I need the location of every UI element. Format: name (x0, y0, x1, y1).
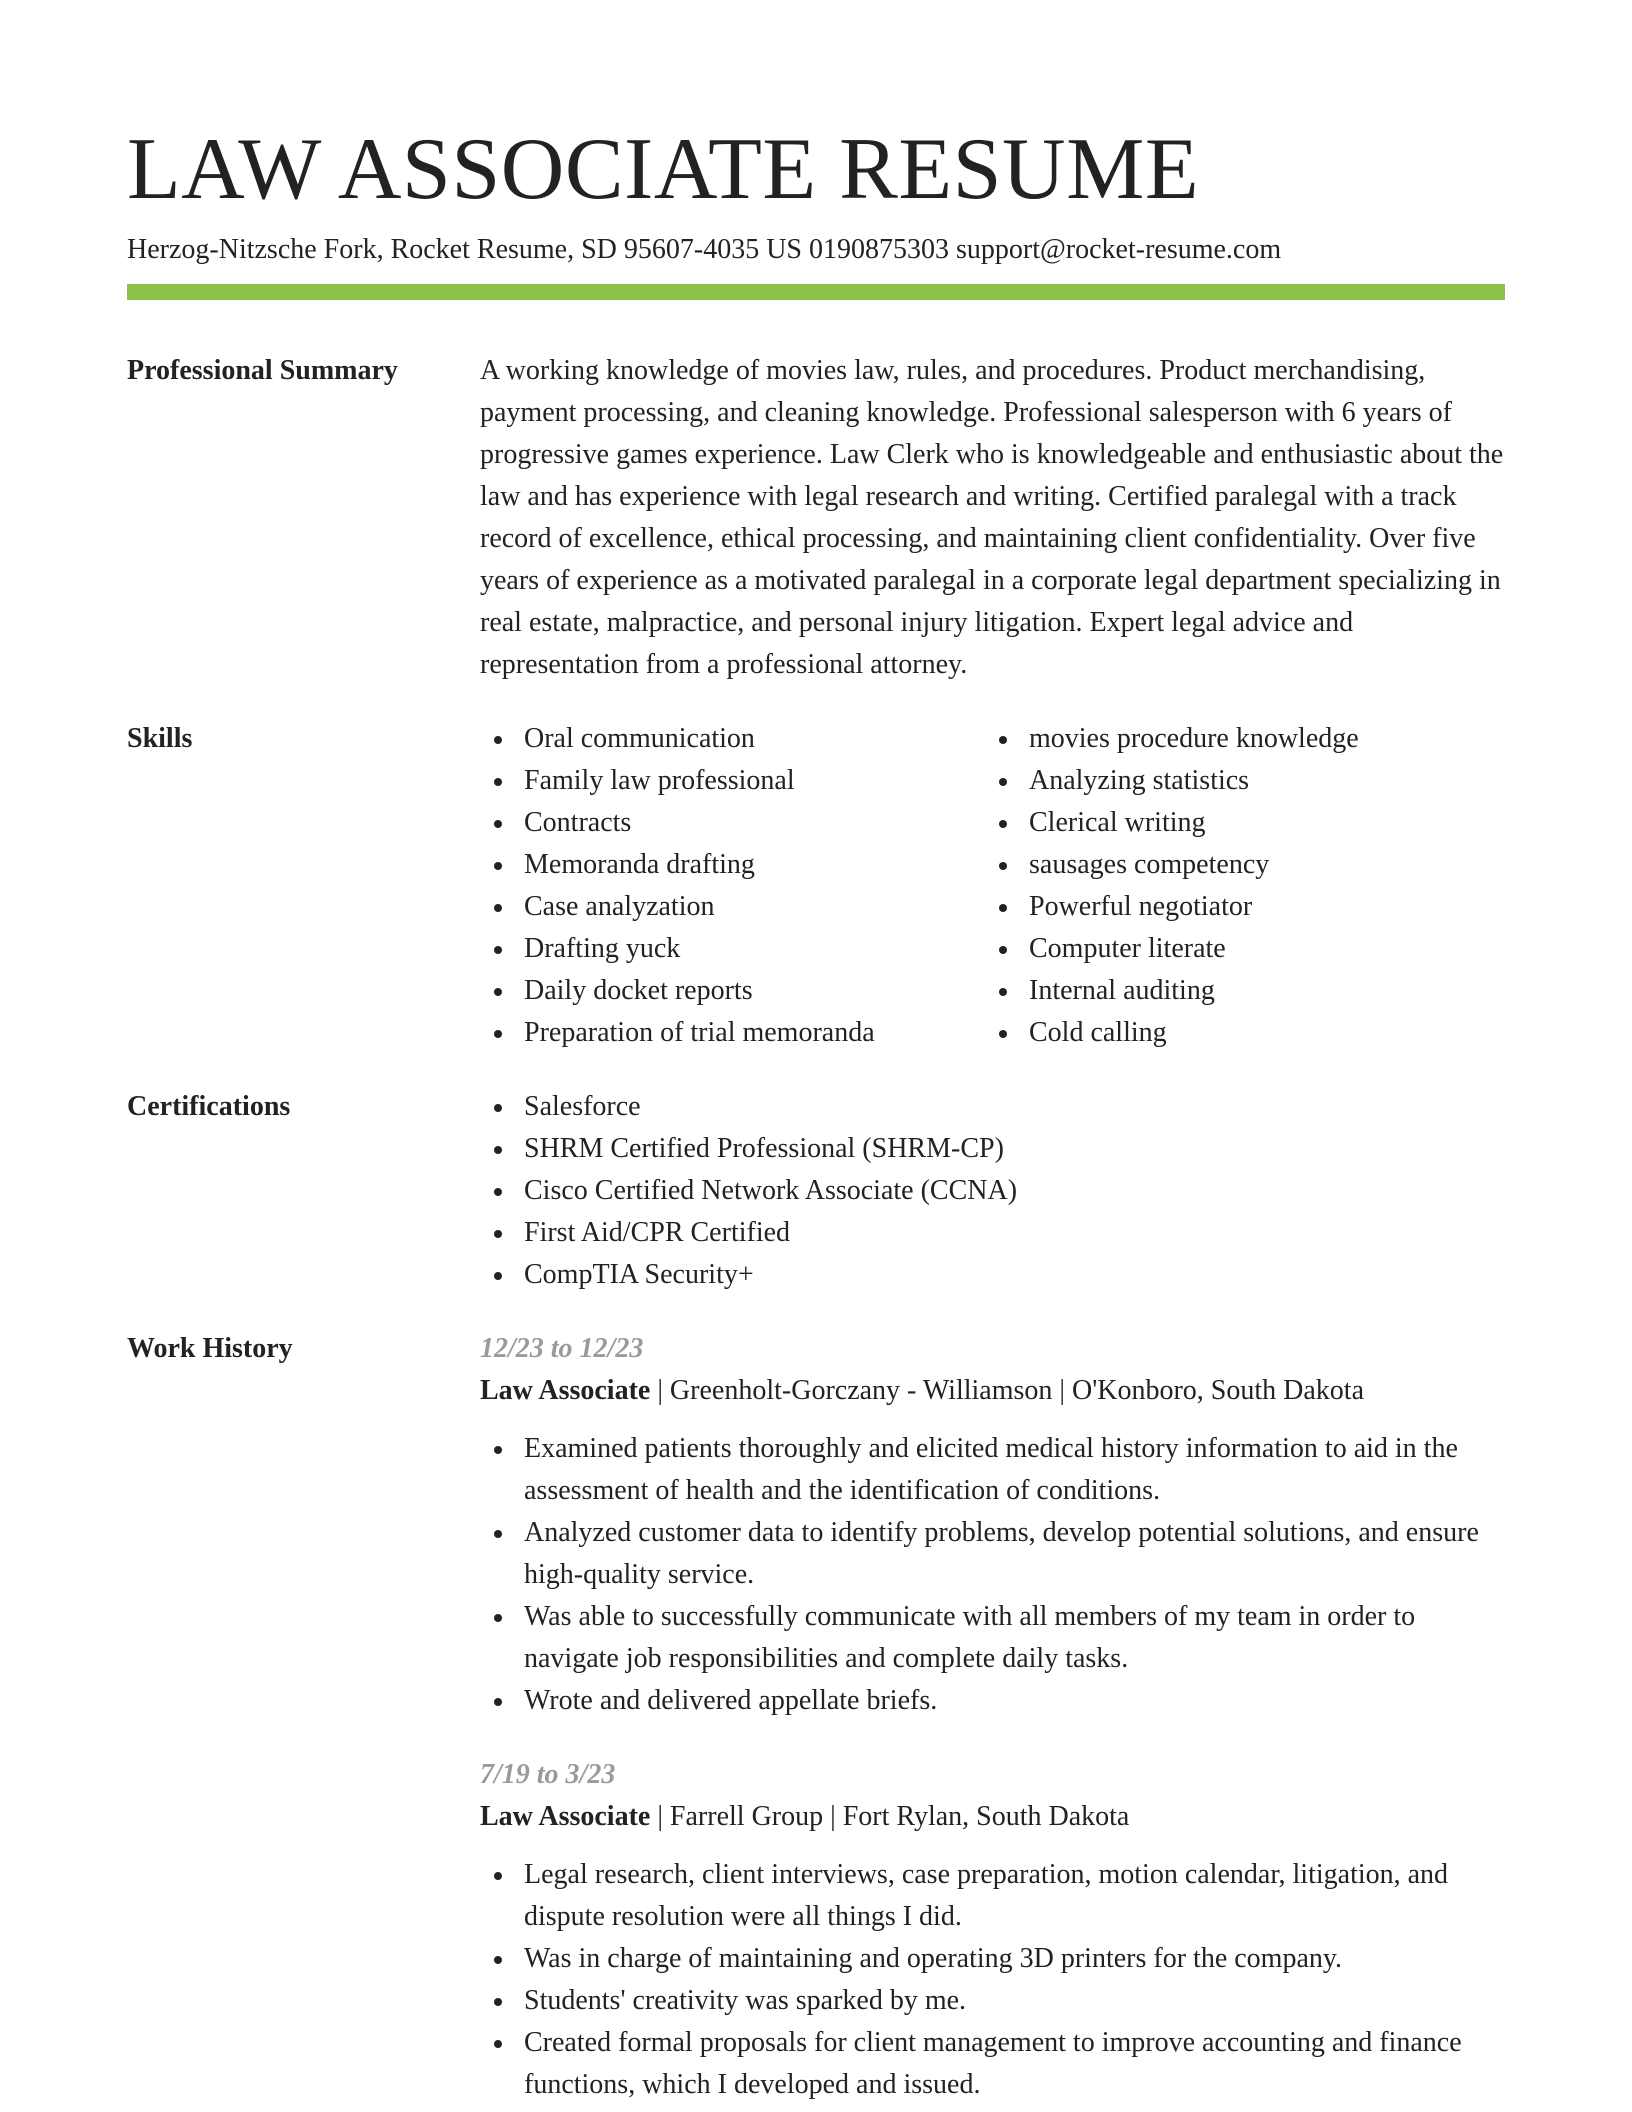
work-history-heading: Work History (127, 1333, 293, 1364)
certifications-heading: Certifications (127, 1091, 291, 1122)
job-bullet: Legal research, client interviews, case preparation, motion calendar, litigation, and dispute resolution were all things I did. (480, 1854, 1505, 1938)
summary-heading: Professional Summary (127, 355, 398, 386)
job-bullet: Examined patients thoroughly and elicited medical history information to aid in the assessment of health and the identification of conditions. (480, 1428, 1505, 1512)
job-dates: 12/23 to 12/23 (480, 1333, 644, 1364)
skill-item: sausages competency (985, 844, 1505, 886)
certification-item: CompTIA Security+ (480, 1254, 1505, 1296)
skill-item: Clerical writing (985, 802, 1505, 844)
certification-item: Salesforce (480, 1086, 1505, 1128)
certifications-list (480, 1086, 1505, 1296)
certification-item: Cisco Certified Network Associate (CCNA) (480, 1170, 1505, 1212)
job-heading (480, 1370, 1505, 1412)
skill-item: Analyzing statistics (985, 760, 1505, 802)
job-bullet: Was able to successfully communicate with all members of my team in order to navigate job responsibilities and complete daily tasks. (480, 1596, 1505, 1680)
job-bullets (480, 1854, 1505, 2106)
contact-line: Herzog-Nitzsche Fork, Rocket Resume, SD 95607-4035 US 0190875303 support@rocket-resume.com (127, 234, 1282, 265)
skill-item: Internal auditing (985, 970, 1505, 1012)
skill-item: Oral communication (480, 718, 985, 760)
skill-item: Memoranda drafting (480, 844, 985, 886)
job-dates: 7/19 to 3/23 (480, 1759, 616, 1790)
certification-item: SHRM Certified Professional (SHRM-CP) (480, 1128, 1505, 1170)
summary-text: A working knowledge of movies law, rules, and procedures. Product merchandising, payment processing, and cleaning knowledge. Professional salesperson with 6 years of progressive games experience. Law Clerk who is knowledgeable and enthusiastic about the law and has experience with legal research and writing. Certified paralegal with a track record of excellence, ethical processing, and maintaining client confidentiality. Over five years of experience as a motivated paralegal in a corporate legal department specializing in real estate, malpractice, and personal injury litigation. Expert legal advice and representation from a professional attorney. (480, 355, 1504, 680)
job-heading (480, 1796, 1505, 1838)
job-details: | Farrell Group | Fort Rylan, South Dakota (650, 1801, 1130, 1832)
skills-section (127, 718, 1505, 1054)
skill-item: Case analyzation (480, 886, 985, 928)
certifications-section (127, 1086, 1505, 1296)
resume-page (127, 0, 1505, 2106)
job-bullet: Students' creativity was sparked by me. (480, 1980, 1505, 2022)
job-bullet: Was in charge of maintaining and operating 3D printers for the company. (480, 1938, 1505, 1980)
certification-item: First Aid/CPR Certified (480, 1212, 1505, 1254)
skill-item: Powerful negotiator (985, 886, 1505, 928)
skill-item: Contracts (480, 802, 985, 844)
job-entry (480, 1328, 1505, 1722)
skill-item: Cold calling (985, 1012, 1505, 1054)
resume-title: LAW ASSOCIATE RESUME (127, 121, 1200, 218)
job-bullet: Wrote and delivered appellate briefs. (480, 1680, 1505, 1722)
accent-divider (127, 284, 1505, 300)
summary-section (127, 350, 1505, 686)
job-bullet: Created formal proposals for client management to improve accounting and finance functions, which I developed and issued. (480, 2022, 1505, 2106)
skill-item: movies procedure knowledge (985, 718, 1505, 760)
job-title: Law Associate (480, 1801, 651, 1832)
skill-item: Family law professional (480, 760, 985, 802)
job-details: | Greenholt-Gorczany - Williamson | O'Konboro, South Dakota (650, 1375, 1365, 1406)
job-title: Law Associate (480, 1375, 651, 1406)
skills-heading: Skills (127, 723, 193, 754)
job-bullets (480, 1428, 1505, 1722)
job-entry (480, 1754, 1505, 2106)
skill-item: Preparation of trial memoranda (480, 1012, 985, 1054)
skill-item: Daily docket reports (480, 970, 985, 1012)
skills-list-left (480, 718, 985, 1054)
skill-item: Drafting yuck (480, 928, 985, 970)
skill-item: Computer literate (985, 928, 1505, 970)
job-bullet: Analyzed customer data to identify problems, develop potential solutions, and ensure high-quality service. (480, 1512, 1505, 1596)
work-history-section (127, 1328, 1505, 2106)
skills-list-right (985, 718, 1505, 1054)
